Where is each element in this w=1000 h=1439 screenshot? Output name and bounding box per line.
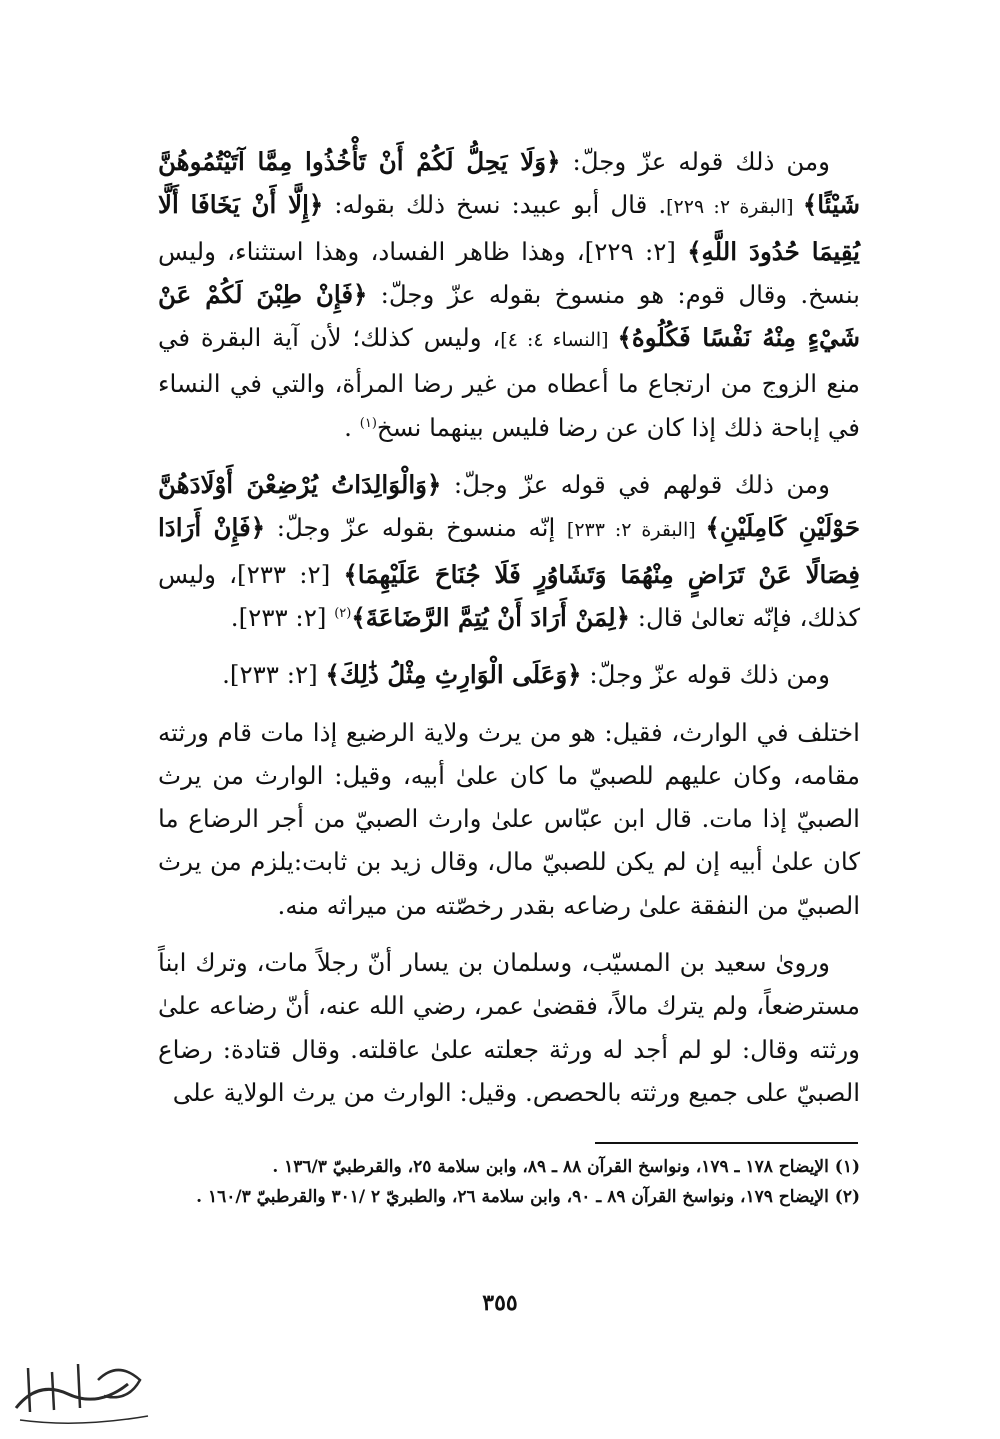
body-text: . قال أبو عبيد: نسخ ذلك بقوله:: [323, 190, 667, 220]
body-text: ومن ذلك قوله عزّ وجلّ:: [581, 660, 830, 690]
footnote-divider: [595, 1142, 858, 1144]
quran-verse: ﴿فَإِنْ أَرَادَا فِصَالًا عَنْ تَرَاضٍ مِنْهُمَا وَتَشَاوُرٍ فَلَا جُنَاحَ عَلَيْهِمَا﴾: [158, 513, 860, 589]
footnote-marker: (١): [359, 415, 377, 431]
paragraph: [158, 941, 860, 1114]
paragraph: [158, 140, 860, 449]
quran-verse: ﴿وَالْوَالِدَاتُ يُرْضِعْنَ أَوْلَادَهُنَّ حَوْلَيْنِ كَامِلَيْنِ﴾: [158, 470, 860, 543]
quran-verse: ﴿فَإِنْ طِبْنَ لَكُمْ عَنْ شَيْءٍ مِنْهُ نَفْسًا فَكُلُوهُ﴾: [158, 279, 860, 353]
quran-verse: ﴿لِمَنْ أَرَادَ أَنْ يُتِمَّ الرَّضَاعَةَ﴾: [351, 602, 630, 632]
body-text: ، وليس كذلك؛ لأن آية البقرة في منع الزوج من ارتجاع ما أعطاه من غير رضا المرأة، والتي في النساء في إباحة ذلك إذا كان عن رضا فليس بينهما نسخ: [158, 323, 860, 442]
quran-verse: ﴿وَلَا يَحِلُّ لَكُمْ أَنْ تَأْخُذُوا مِمَّا آتَيْتُمُوهُنَّ شَيْئًا﴾: [158, 147, 860, 220]
paragraph: [158, 653, 860, 696]
page-number: ٣٥٥: [482, 1290, 518, 1316]
paragraph: [158, 711, 860, 927]
body-text: اختلف في الوارث، فقيل: هو من يرث ولاية الرضيع إذا مات قام ورثته مقامه، وكان عليهم للصبيّ ما كان علىٰ أبيه، وقيل: الوارث من يرث الصبيّ إذا مات. قال ابن عبّاس علىٰ وارث الصبيّ من أجر الرضاع ما كان علىٰ أبيه إن لم يكن للصبيّ مال، وقال زيد بن ثابت:يلزم من يرث الصبيّ من النفقة علىٰ رضاعه بقدر رخصّته من ميراثه منه.: [158, 717, 860, 920]
body-text: ومن ذلك قولهم في قوله عزّ وجلّ:: [441, 470, 830, 500]
footnotes: [158, 1152, 860, 1212]
body-text: ومن ذلك قوله عزّ وجلّ:: [560, 147, 830, 176]
footnote-2: (٢) الإيضاح ١٧٩، ونواسخ القرآن ٨٩ ـ ٩٠، وابن سلامة ٢٦، والطبريّ ٢ /٣٠١ والقرطبيّ ١٦٠/٣ .: [196, 1187, 860, 1207]
quran-verse: ﴿إِلَّا أَنْ يَخَافَا أَلَّا يُقِيمَا حُدُودَ اللَّهِ﴾: [158, 190, 860, 266]
verse-reference: [البقرة ٢: ٢٢٩]: [666, 196, 803, 219]
body-text: وروىٰ سعيد بن المسيّب، وسلمان بن يسار أنّ رجلاً مات، وترك ابناً مسترضعاً، ولم يترك مالاً، فقضىٰ عمر، رضي الله عنه، أنّ رضاعه علىٰ ورثته وقال: لو لم أجد له ورثة جعلته علىٰ عاقلته. وقال قتادة: رضاع الصبيّ على جميع ورثته بالحصص. وقيل: الوارث من يرث الولاية على: [158, 948, 860, 1107]
paragraph: [158, 463, 860, 639]
body-text: إنّه منسوخ بقوله عزّ وجلّ:: [265, 513, 567, 543]
verse-reference: [البقرة ٢: ٢٣٣]: [566, 519, 706, 542]
library-stamp-logo: [8, 1350, 158, 1430]
footnote-1: (١) الإيضاح ١٧٨ ـ ١٧٩، ونواسخ القرآن ٨٨ ـ ٨٩، وابن سلامة ٢٥، والقرطبيّ ١٣٦/٣ .: [272, 1157, 860, 1177]
body-text: [٢: ٢٣٣].: [222, 660, 326, 690]
main-text: [158, 140, 860, 1128]
body-text: [٢: ٢٣٣].: [230, 602, 335, 632]
quran-verse: ﴿وَعَلَى الْوَارِثِ مِثْلُ ذَٰلِكَ﴾: [325, 660, 582, 690]
verse-reference: [النساء ٤: ٤]: [500, 329, 618, 352]
body-text: [٢: ٢٢٩]، وهذا ظاهر الفساد، وهذا استثناء، وليس بنسخ. وقال قوم: هو منسوخ بقوله عزّ وجلّ:: [158, 236, 860, 309]
body-text: .: [344, 412, 360, 442]
footnote-marker: (٢): [334, 605, 352, 621]
body-text: [٢: ٢٣٣]، وليس كذلك، فإنّه تعالىٰ قال:: [158, 559, 860, 632]
